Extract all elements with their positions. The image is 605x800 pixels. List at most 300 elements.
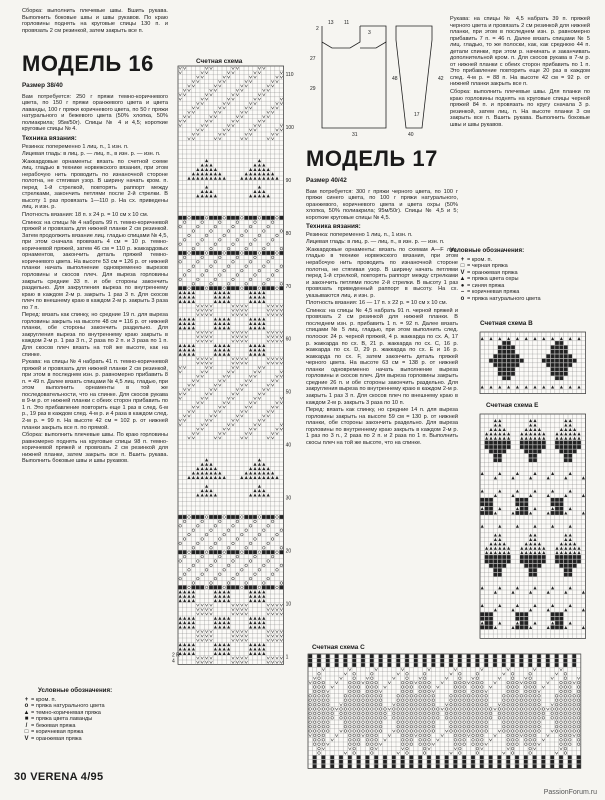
stitch-dark <box>516 498 520 502</box>
stitch-dark <box>568 764 572 768</box>
stitch-dark <box>568 445 572 449</box>
stitch-dark <box>573 445 577 449</box>
stitch-dark <box>236 515 240 519</box>
stitch-dark <box>555 498 559 502</box>
stitch-dark <box>339 760 343 764</box>
model17-assembly: Сборка: выполнить плечевые швы. Для планки по краю горловины поднять на круговые спицы черной пряжей 84 п. и провязать по кругу сначала 3 р. резинкой, затем лиц. п. На высоте планки 3 см закрыть все п. Вшить рукава. Выполнить боковые швы и швы рукавов. <box>450 89 590 128</box>
stitch-dark <box>564 350 568 354</box>
stitch-dark <box>542 445 546 449</box>
left-column <box>8 8 168 768</box>
stitch-dark <box>183 550 187 554</box>
stitch-dark <box>502 372 506 376</box>
stitch-dark <box>271 216 275 220</box>
stitch-dark <box>524 617 528 621</box>
stitch-dark <box>555 350 559 354</box>
stitch-dark <box>564 573 568 577</box>
stitch-dark <box>489 498 493 502</box>
stitch-dark <box>555 659 559 663</box>
legend16 <box>8 684 168 764</box>
stitch-dark <box>418 756 422 760</box>
stitch-dark <box>555 502 559 506</box>
stitch-dark <box>498 368 502 372</box>
stitch-dark <box>507 363 511 367</box>
stitch-dark <box>192 216 196 220</box>
stitch-dark <box>253 286 257 290</box>
stitch-dark <box>573 441 577 445</box>
stitch-dark <box>322 756 326 760</box>
stitch-dark <box>218 586 222 590</box>
stitch-dark <box>568 564 572 568</box>
stitch-dark <box>546 354 550 358</box>
stitch-dark <box>498 564 502 568</box>
stitch-dark <box>494 359 498 363</box>
stitch-dark <box>476 663 480 667</box>
stitch-dark <box>485 502 489 506</box>
stitch-dark <box>396 663 400 667</box>
stitch-dark <box>533 458 537 462</box>
stitch-dark <box>214 586 218 590</box>
stitch-dark <box>520 555 524 559</box>
stitch-dark <box>560 450 564 454</box>
stitch-dark <box>366 764 370 768</box>
stitch-dark <box>555 560 559 564</box>
stitch-dark <box>476 654 480 658</box>
stitch-dark <box>560 511 564 515</box>
stitch-dark <box>555 511 559 515</box>
stitch-dark <box>568 450 572 454</box>
model16-materials: Вам потребуется: 250 г пряжи темно-коричневого цвета, по 150 г пряжи оранжевого цвета и цвета лаванды, 100 г пряжи коричневого цвета, по 50 г пряжи натурального и бежевого цвета (50% хлопка, 50% полиакрила; 95м/50г). Спицы № 4 и 4,5; короткие круговые спицы № 4. <box>22 93 168 133</box>
stitch-dark <box>520 441 524 445</box>
stitch-dark <box>200 286 204 290</box>
legend-text: = оранжевая пряжа <box>467 269 518 276</box>
stitch-dark <box>178 586 182 590</box>
legend-symbol: ▲ <box>23 709 30 716</box>
row-mark: 1 <box>285 654 289 661</box>
stitch-dark <box>357 764 361 768</box>
stitch-dark <box>511 663 515 667</box>
legend-symbol: ■ <box>24 716 29 723</box>
stitch-dark <box>524 764 528 768</box>
stitch-dark <box>214 251 218 255</box>
stitch-dark <box>516 511 520 515</box>
page-footer: 30 VERENA 4/95 <box>14 771 104 783</box>
stitch-dark <box>467 659 471 663</box>
stitch-dark <box>498 445 502 449</box>
stitch-dark <box>227 515 231 519</box>
legend-item <box>22 736 168 743</box>
stitch-dark <box>392 760 396 764</box>
stitch-dark <box>489 555 493 559</box>
stitch-dark <box>506 756 510 760</box>
stitch-dark <box>572 654 576 658</box>
stitch-dark <box>524 445 528 449</box>
stitch-dark <box>533 454 537 458</box>
stitch-dark <box>520 560 524 564</box>
stitch-dark <box>485 555 489 559</box>
stitch-dark <box>423 663 427 667</box>
legend-text: = оранжевая пряжа <box>31 735 82 742</box>
stitch-dark <box>502 441 506 445</box>
stitch-dark <box>266 550 270 554</box>
stitch-dark <box>516 502 520 506</box>
stitch-dark <box>218 216 222 220</box>
stitch-dark <box>560 502 564 506</box>
stitch-dark <box>209 251 213 255</box>
stitch-dark <box>484 659 488 663</box>
stitch-dark <box>494 458 498 462</box>
row-mark: 70 <box>285 283 292 290</box>
stitch-dark <box>533 764 537 768</box>
stitch-dark <box>573 560 577 564</box>
legend-symbol: o <box>460 295 465 302</box>
stitch-dark <box>538 564 542 568</box>
stitch-dark <box>308 663 312 667</box>
model16-paragraph: Резинка: попеременно 1 лиц. п., 1 изн. п. <box>22 143 129 150</box>
stitch-dark <box>564 363 568 367</box>
stitch-dark <box>489 502 493 506</box>
stitch-dark <box>520 621 524 625</box>
stitch-dark <box>498 760 502 764</box>
stitch-dark <box>515 764 519 768</box>
stitch-dark <box>366 756 370 760</box>
stitch-dark <box>524 621 528 625</box>
stitch-dark <box>462 764 466 768</box>
legend-symbol: ● <box>460 282 465 289</box>
stitch-dark <box>374 760 378 764</box>
chart-e-title: Счетная схема Е <box>486 402 539 409</box>
stitch-dark <box>568 760 572 764</box>
stitch-dark <box>555 654 559 658</box>
stitch-dark <box>339 756 343 760</box>
footer-mark: 2 R <box>172 652 180 659</box>
stitch-dark <box>507 346 511 350</box>
stitch-dark <box>494 450 498 454</box>
stitch-dark <box>396 659 400 663</box>
stitch-dark <box>560 341 564 345</box>
stitch-dark <box>445 760 449 764</box>
stitch-dark <box>524 756 528 760</box>
stitch-dark <box>511 654 515 658</box>
stitch-dark <box>214 550 218 554</box>
stitch-dark <box>529 564 533 568</box>
stitch-dark <box>489 617 493 621</box>
stitch-dark <box>471 756 475 760</box>
stitch-dark <box>502 354 506 358</box>
watermark: PassionForum.ru <box>543 789 597 796</box>
stitch-dark <box>218 251 222 255</box>
stitch-dark <box>445 764 449 768</box>
stitch-dark <box>244 216 248 220</box>
stitch-dark <box>498 568 502 572</box>
stitch-dark <box>266 251 270 255</box>
stitch-dark <box>560 441 564 445</box>
row-mark: 80 <box>285 230 292 237</box>
stitch-dark <box>489 359 493 363</box>
stitch-dark <box>564 354 568 358</box>
stitch-dark <box>401 756 405 760</box>
stitch-dark <box>436 756 440 760</box>
stitch-dark <box>227 251 231 255</box>
stitch-dark <box>551 511 555 515</box>
stitch-dark <box>266 216 270 220</box>
stitch-dark <box>511 359 515 363</box>
stitch-dark <box>572 659 576 663</box>
stitch-dark <box>560 363 564 367</box>
stitch-dark <box>502 346 506 350</box>
stitch-dark <box>436 764 440 768</box>
stitch-dark <box>577 756 581 760</box>
legend-symbol: o <box>24 703 29 710</box>
stitch-dark <box>249 550 253 554</box>
model17-sleeves: Рукава: на спицы № 4,5 набрать 39 п. пряжей черного цвета и провязать 2 см резинкой для нижней планки, при этом в последнем изн. р. равномерно прибавить 7 п. = 46 п. Далее вязать спицами № 5 лиц. гладью, то же полоски, как, как среднюю 44 п. детали спинки, при этом р. начинать и заканчивать дополнительной кром. п. Для скосов рукава в 7-м р. от нижней планки с обеих сторон прибавить по 1 п. Это прибавление повторить еще 20 раз в каждом след. 4-м р. = 88 п. На высоте 42 см = 92 р. от нижней планки закрыть все п. <box>450 16 590 88</box>
stitch-dark <box>524 564 528 568</box>
stitch-dark <box>262 550 266 554</box>
model17-materials: Вам потребуется: 300 г пряжи черного цвета, по 100 г пряжи синего цвета, по 100 г пряжи натурального, оранжевого, коричневого цвета и цвета охры (50% хлопка, 50% полиакрила; 95м/50г). Спицы № 4,5 и 5; короткие круговые спицы № 4,5. <box>306 188 458 221</box>
stitch-dark <box>551 372 555 376</box>
stitch-dark <box>432 659 436 663</box>
stitch-dark <box>555 507 559 511</box>
stitch-dark <box>506 760 510 764</box>
stitch-dark <box>511 372 515 376</box>
stitch-dark <box>507 350 511 354</box>
stitch-dark <box>520 612 524 616</box>
stitch-dark <box>529 568 533 572</box>
stitch-dark <box>489 445 493 449</box>
stitch-dark <box>507 372 511 376</box>
stitch-dark <box>493 663 497 667</box>
stitch-dark <box>271 251 275 255</box>
stitch-dark <box>196 586 200 590</box>
stitch-dark <box>551 359 555 363</box>
stitch-dark <box>550 764 554 768</box>
stitch-dark <box>550 756 554 760</box>
stitch-dark <box>551 626 555 630</box>
stitch-dark <box>529 454 533 458</box>
stitch-dark <box>498 560 502 564</box>
stitch-dark <box>507 368 511 372</box>
stitch-dark <box>550 760 554 764</box>
stitch-dark <box>485 445 489 449</box>
stitch-dark <box>568 568 572 572</box>
stitch-dark <box>520 663 524 667</box>
stitch-dark <box>489 507 493 511</box>
stitch-dark <box>533 441 537 445</box>
stitch-dark <box>511 350 515 354</box>
stitch-dark <box>485 507 489 511</box>
stitch-dark <box>244 550 248 554</box>
stitch-dark <box>280 251 284 255</box>
stitch-dark <box>489 511 493 515</box>
stitch-dark <box>489 612 493 616</box>
stitch-dark <box>555 346 559 350</box>
stitch-dark <box>218 286 222 290</box>
stitch-dark <box>489 764 493 768</box>
stitch-dark <box>192 550 196 554</box>
chart-b-title: Счетная схема В <box>480 320 533 327</box>
model17-paragraph: Спинка: на спицы № 4,5 набрать 91 п. черной пряжей и провязать 2 см резинкой для нижней планки. В последнем изн. р. прибавить 1 п. = 92 п. Далее вязать спицами № 5 лиц. гладью, при этом выполнить след. полоски: 24 р. черной пряжей, 4 р. жаккарда по сх. А, 17 р. жаккарда по сх. В, 21 р. жаккарда по сх. С, 16 р. жаккарда по сх. D, 29 р. жаккарда по сх. Е и 16 р. жаккарда по сх. F, затем закончить деталь пряжей черного цвета. На высоте 63 см = 138 р. от нижней планки одновременно начать выполнение выреза горловины и скосов плеч. Для выреза горловины закрыть средние 26 п. и обе стороны закончить раздельно. Для закругления выреза по внутреннему краю в каждом 2-м р. закрыть 1 раз 3 п. Для скосов плеч по внешнему краю в каждом 2-м р. закрыть 3 раза по 10 п. <box>306 307 458 406</box>
stitch-dark <box>313 760 317 764</box>
stitch-dark <box>313 756 317 760</box>
stitch-dark <box>458 659 462 663</box>
stitch-dark <box>374 764 378 768</box>
stitch-dark <box>423 654 427 658</box>
stitch-dark <box>494 573 498 577</box>
stitch-dark <box>555 354 559 358</box>
stitch-dark <box>524 612 528 616</box>
stitch-dark <box>520 498 524 502</box>
stitch-dark <box>414 659 418 663</box>
stitch-dark <box>568 756 572 760</box>
legend-text: = синяя пряжа <box>467 282 505 289</box>
stitch-dark <box>485 560 489 564</box>
stitch-dark <box>568 555 572 559</box>
stitch-dark <box>542 441 546 445</box>
stitch-dark <box>555 363 559 367</box>
stitch-dark <box>546 659 550 663</box>
stitch-dark <box>200 586 204 590</box>
stitch-dark <box>262 586 266 590</box>
model16-paragraph: Лицевая гладь: в лиц. р. — лиц. п., в изн. р. — изн. п. <box>22 151 161 158</box>
stitch-dark <box>528 654 532 658</box>
stitch-dark <box>458 654 462 658</box>
stitch-dark <box>401 760 405 764</box>
stitch-dark <box>196 216 200 220</box>
stitch-dark <box>266 515 270 519</box>
stitch-dark <box>313 764 317 768</box>
stitch-dark <box>493 659 497 663</box>
stitch-dark <box>577 760 581 764</box>
legend-symbol: □ <box>460 263 465 270</box>
stitch-dark <box>231 216 235 220</box>
stitch-dark <box>577 445 581 449</box>
stitch-dark <box>200 515 204 519</box>
stitch-dark <box>520 445 524 449</box>
stitch-dark <box>555 555 559 559</box>
stitch-dark <box>568 454 572 458</box>
stitch-dark <box>405 654 409 658</box>
stitch-dark <box>560 498 564 502</box>
stitch-dark <box>480 764 484 768</box>
stitch-dark <box>555 376 559 380</box>
stitch-dark <box>551 346 555 350</box>
stitch-dark <box>533 573 537 577</box>
stitch-dark <box>555 359 559 363</box>
stitch-dark <box>568 458 572 462</box>
stitch-dark <box>560 350 564 354</box>
stitch-dark <box>379 663 383 667</box>
stitch-dark <box>493 654 497 658</box>
stitch-dark <box>196 550 200 554</box>
stitch-dark <box>542 756 546 760</box>
stitch-dark <box>485 612 489 616</box>
stitch-dark <box>559 764 563 768</box>
stitch-dark <box>249 586 253 590</box>
dimension-label: 31 <box>352 132 358 138</box>
stitch-dark <box>280 286 284 290</box>
stitch-dark <box>564 568 568 572</box>
stitch-dark <box>573 564 577 568</box>
stitch-dark <box>335 654 339 658</box>
stitch-dark <box>489 450 493 454</box>
stitch-dark <box>528 663 532 667</box>
stitch-dark <box>231 550 235 554</box>
stitch-dark <box>520 359 524 363</box>
stitch-dark <box>564 663 568 667</box>
stitch-dark <box>533 760 537 764</box>
stitch-dark <box>573 555 577 559</box>
stitch-dark <box>227 216 231 220</box>
stitch-dark <box>253 586 257 590</box>
stitch-dark <box>423 659 427 663</box>
stitch-dark <box>560 354 564 358</box>
stitch-dark <box>560 617 564 621</box>
stitch-dark <box>555 341 559 345</box>
stitch-dark <box>560 368 564 372</box>
stitch-dark <box>498 454 502 458</box>
stitch-dark <box>564 346 568 350</box>
stitch-dark <box>516 363 520 367</box>
stitch-dark <box>485 621 489 625</box>
stitch-dark <box>555 372 559 376</box>
stitch-dark <box>494 441 498 445</box>
stitch-dark <box>357 760 361 764</box>
dimension-label: 29 <box>310 86 316 92</box>
stitch-dark <box>529 560 533 564</box>
stitch-dark <box>253 216 257 220</box>
legend-text: = пряжа цвета охры <box>467 276 519 283</box>
stitch-dark <box>445 756 449 760</box>
stitch-dark <box>361 663 365 667</box>
stitch-dark <box>568 573 572 577</box>
stitch-dark <box>498 458 502 462</box>
stitch-dark <box>507 341 511 345</box>
stitch-dark <box>551 368 555 372</box>
dimension-label: 11 <box>344 20 350 26</box>
stitch-dark <box>507 376 511 380</box>
stitch-dark <box>515 756 519 760</box>
stitch-dark <box>449 663 453 667</box>
stitch-dark <box>183 216 187 220</box>
stitch-dark <box>546 363 550 367</box>
stitch-dark <box>200 216 204 220</box>
stitch-dark <box>484 654 488 658</box>
stitch-dark <box>502 341 506 345</box>
dimension-label: 42 <box>438 76 444 82</box>
stitch-dark <box>183 286 187 290</box>
stitch-dark <box>280 550 284 554</box>
dimension-label: 2 <box>316 26 319 32</box>
stitch-dark <box>344 659 348 663</box>
stitch-dark <box>564 555 568 559</box>
stitch-dark <box>564 441 568 445</box>
stitch-dark <box>236 550 240 554</box>
row-mark: 90 <box>285 177 292 184</box>
stitch-dark <box>538 450 542 454</box>
stitch-dark <box>178 251 182 255</box>
stitch-dark <box>209 286 213 290</box>
stitch-dark <box>511 346 515 350</box>
stitch-dark <box>498 372 502 376</box>
stitch-dark <box>520 654 524 658</box>
stitch-dark <box>507 560 511 564</box>
footer-mark: 4 <box>172 658 175 665</box>
stitch-dark <box>560 376 564 380</box>
stitch-dark <box>502 350 506 354</box>
stitch-dark <box>467 663 471 667</box>
stitch-dark <box>538 441 542 445</box>
stitch-dark <box>231 515 235 519</box>
stitch-dark <box>262 251 266 255</box>
